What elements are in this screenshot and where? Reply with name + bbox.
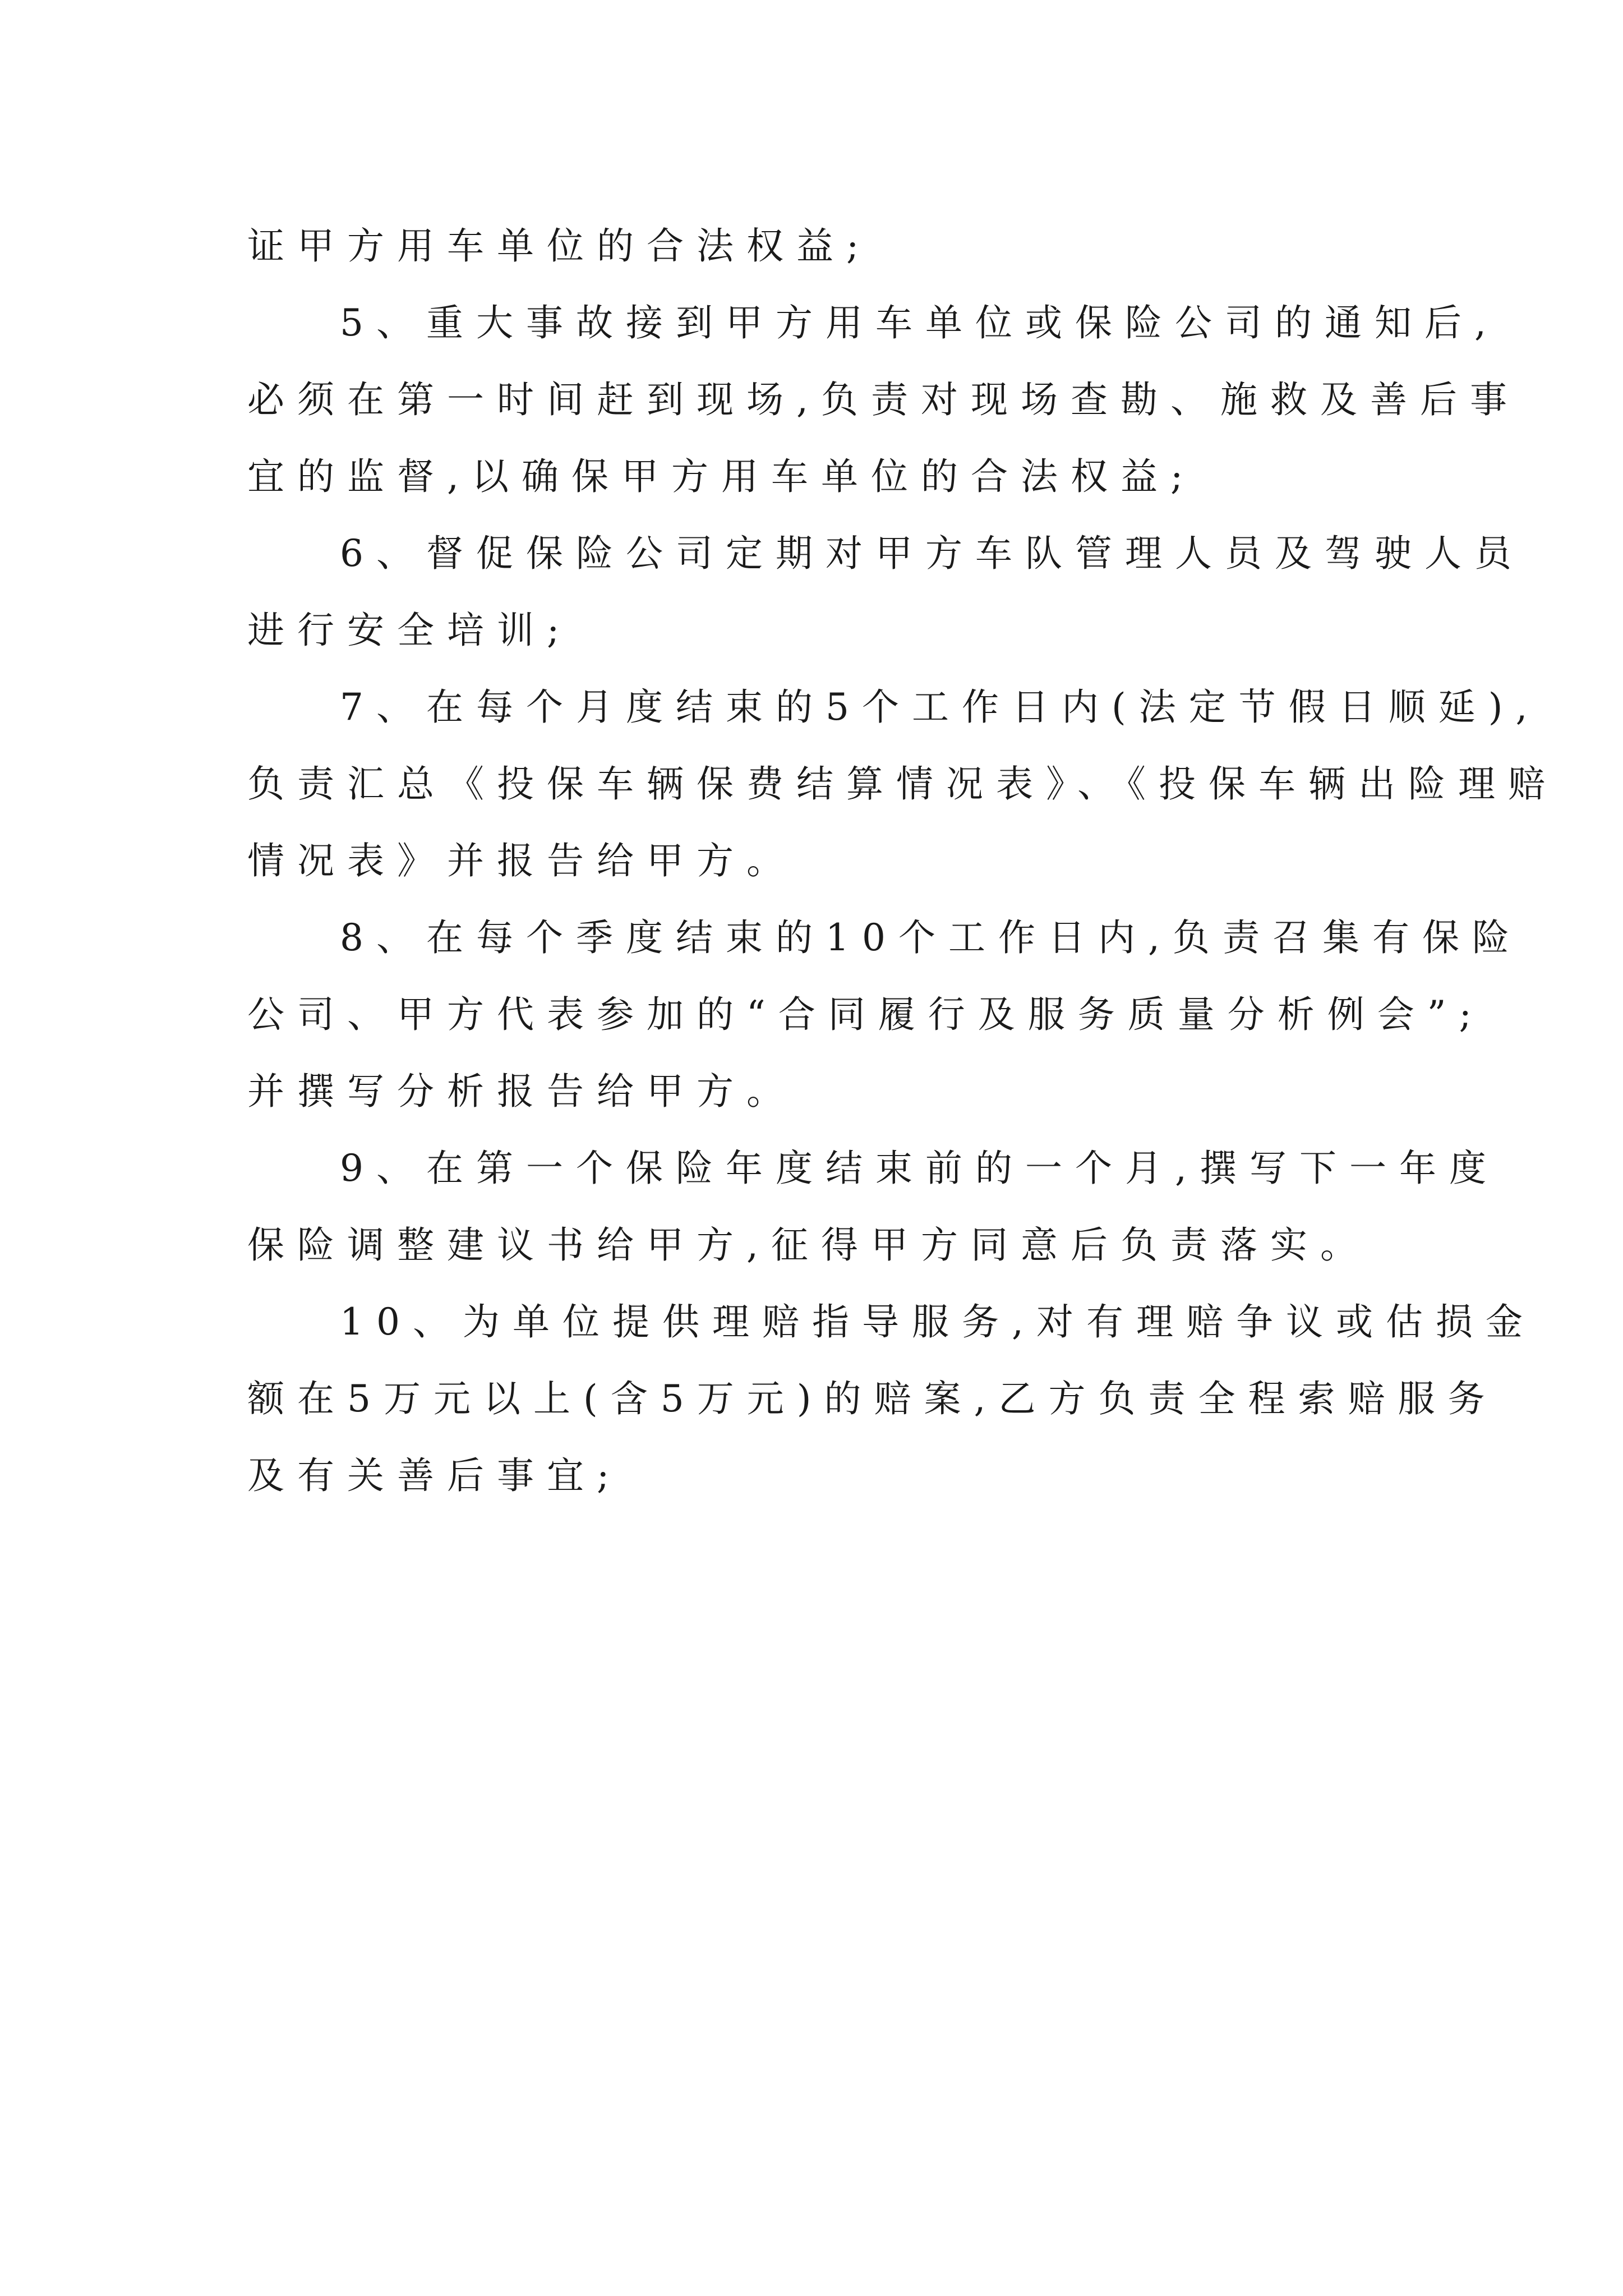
text-line: 负责汇总《投保车辆保费结算情况表》、《投保车辆出险理赔	[247, 762, 1558, 806]
text-line: 额在5万元以上(含5万元)的赔案,乙方负责全程索赔服务	[247, 1377, 1498, 1420]
paragraph-item-6	[247, 515, 1524, 669]
paragraph-item-10	[247, 1283, 1536, 1514]
paragraph-item-7	[247, 669, 1558, 899]
text-line: 公司、甲方代表参加的“合同履行及服务质量分析例会”;	[247, 993, 1484, 1036]
text-line: 宜的监督,以确保甲方用车单位的合法权益;	[247, 455, 1196, 498]
paragraph-item-5	[247, 284, 1520, 515]
text-line: 9、在第一个保险年度结束前的一个月,撰写下一年度	[340, 1147, 1499, 1190]
text-line: 情况表》并报告给甲方。	[247, 839, 796, 882]
text-line: 并撰写分析报告给甲方。	[247, 1070, 796, 1113]
paragraph-item-9	[247, 1130, 1499, 1283]
document-body	[247, 208, 1558, 1514]
text-line: 8、在每个季度结束的10个工作日内,负责召集有保险	[340, 916, 1522, 959]
text-line: 5、重大事故接到甲方用车单位或保险公司的通知后,	[340, 301, 1499, 344]
text-line: 7、在每个月度结束的5个工作日内(法定节假日顺延),	[340, 685, 1541, 729]
text-line: 保险调整建议书给甲方,征得甲方同意后负责落实。	[247, 1223, 1370, 1267]
text-line: 证甲方用车单位的合法权益;	[247, 224, 872, 268]
text-line: 及有关善后事宜;	[247, 1454, 623, 1497]
text-line: 必须在第一时间赶到现场,负责对现场查勘、施救及善后事	[247, 378, 1520, 421]
text-line: 10、为单位提供理赔指导服务,对有理赔争议或估损金	[340, 1300, 1536, 1343]
paragraph-continued	[247, 208, 1397, 284]
text-line: 进行安全培训;	[247, 609, 573, 652]
paragraph-item-8	[247, 899, 1522, 1130]
text-line: 6、督促保险公司定期对甲方车队管理人员及驾驶人员	[340, 532, 1524, 575]
